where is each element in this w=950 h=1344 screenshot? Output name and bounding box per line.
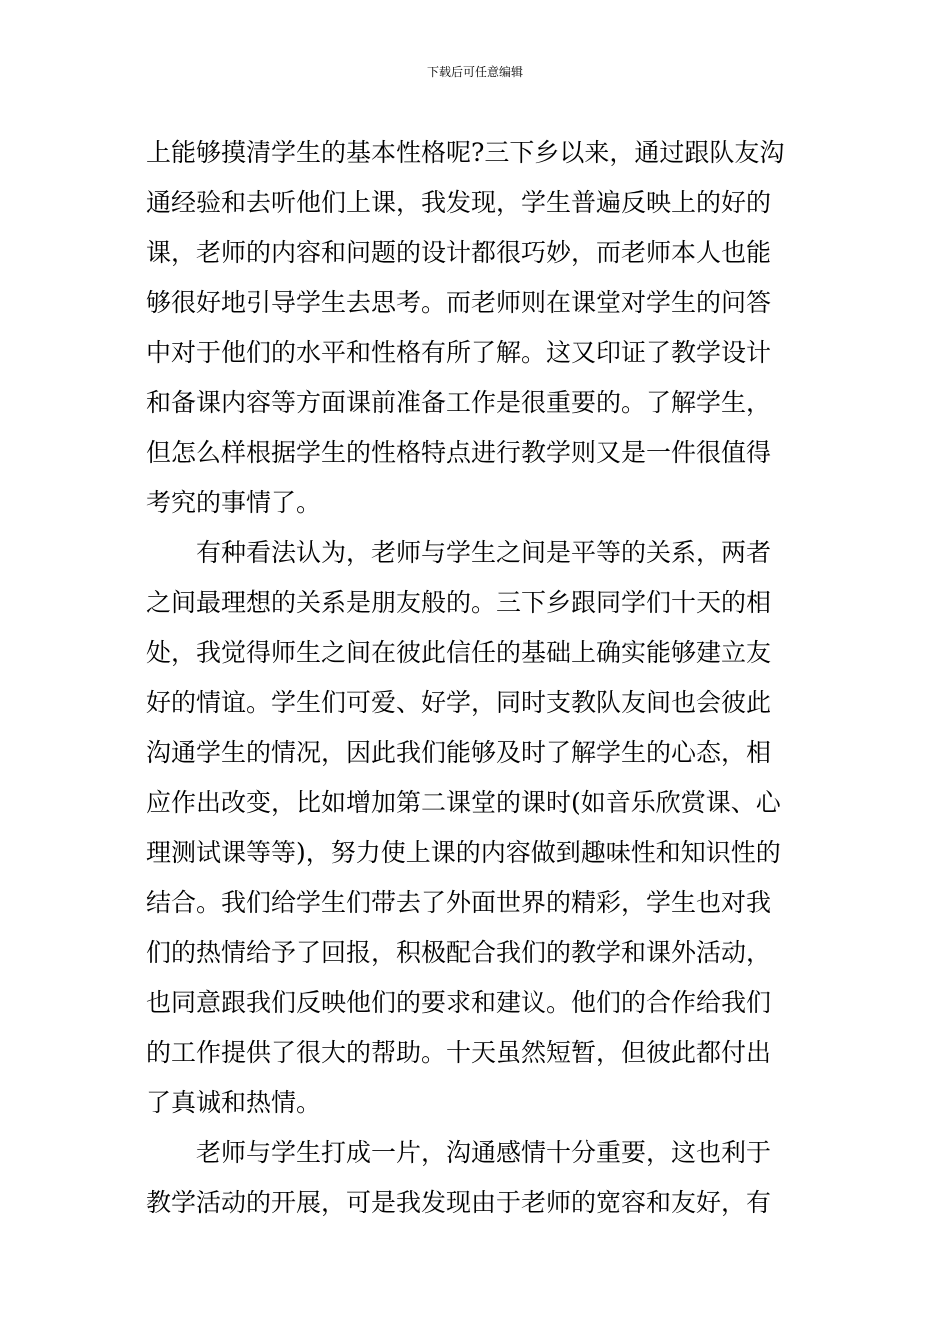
text-line: 中对于他们的水平和性格有所了解。这又印证了教学设计 [146, 338, 772, 367]
text-line: 通经验和去听他们上课，我发现，学生普遍反映上的好的 [146, 188, 772, 217]
text-line: 和备课内容等方面课前准备工作是很重要的。了解学生， [146, 388, 772, 417]
text-line: 也同意跟我们反映他们的要求和建议。他们的合作给我们 [146, 988, 772, 1017]
text-line: 但怎么样根据学生的性格特点进行教学则又是一件很值得 [146, 438, 772, 467]
paragraph-first-line: 有种看法认为，老师与学生之间是平等的关系，两者 [196, 538, 772, 567]
text-line: 应作出改变，比如增加第二课堂的课时(如音乐欣赏课、心 [146, 788, 781, 817]
text-line: 处，我觉得师生之间在彼此信任的基础上确实能够建立友 [146, 638, 772, 667]
text-line: 好的情谊。学生们可爱、好学，同时支教队友间也会彼此 [146, 688, 772, 717]
text-line: 考究的事情了。 [146, 488, 322, 517]
body-text [146, 128, 810, 1228]
text-line: 结合。我们给学生们带去了外面世界的精彩，学生也对我 [146, 888, 772, 917]
text-line: 课，老师的内容和问题的设计都很巧妙，而老师本人也能 [146, 238, 772, 267]
text-line: 们的热情给予了回报，积极配合我们的教学和课外活动， [146, 938, 772, 967]
text-line: 之间最理想的关系是朋友般的。三下乡跟同学们十天的相 [146, 588, 772, 617]
text-line: 理测试课等等)，努力使上课的内容做到趣味性和知识性的 [146, 838, 781, 867]
paragraph-first-line: 老师与学生打成一片，沟通感情十分重要，这也利于 [196, 1138, 772, 1167]
text-line: 教学活动的开展，可是我发现由于老师的宽容和友好，有 [146, 1188, 772, 1217]
text-line: 了真诚和热情。 [146, 1088, 322, 1117]
text-line: 沟通学生的情况，因此我们能够及时了解学生的心态，相 [146, 738, 772, 767]
text-line: 上能够摸清学生的基本性格呢?三下乡以来，通过跟队友沟 [146, 138, 785, 167]
page-header: 下载后可任意编辑 [426, 65, 523, 79]
text-line: 够很好地引导学生去思考。而老师则在课堂对学生的问答 [146, 288, 772, 317]
text-line: 的工作提供了很大的帮助。十天虽然短暂，但彼此都付出 [146, 1038, 772, 1067]
